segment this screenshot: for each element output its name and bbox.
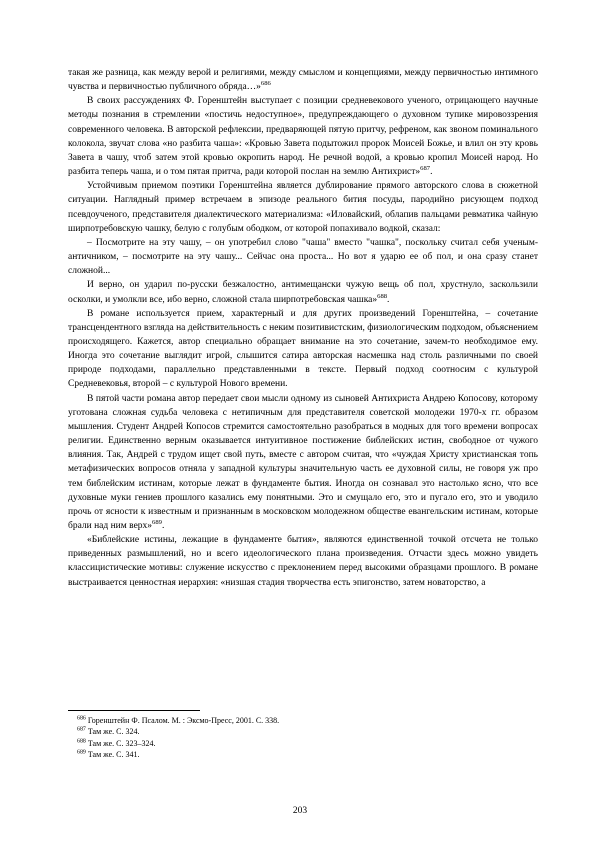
- paragraph: В пятой части романа автор передает свои мысли одному из сыновей Антихриста Андрею Копосову, которому уготована сложная судьба человека с нетипичным для представителя советской молодежи 1970-х гг. образом мышления. Студент Андрей Копосов стремится самостоятельно разобраться в модных для того времени вопросах религии. Единственно верным оказывается интуитивное постижение библейских истин, свободное от чужого влияния. Так, Андрей с трудом ищет свой путь, вместе с автором считая, что «чуждая Христу христианская топь метафизических вопросов отняла у западной культуры значительную часть ее духовной силы, не говоря уж про тем библейским истинам, которые лежат в фундаменте бытия. Иногда он сознавал это настолько ясно, что все духовные муки гениев прошлого казались ему понятными. Это и смущало его, это и пугало его, это и уводило прочь от ясности к известным и признанным в московском молодежном обществе евангельским истинам, которые брали над ним верх»$^{689}$.: [68, 393, 538, 531]
- paragraph: И верно, он ударил по-русски безжалостно, антимещански чужую вещь об пол, хрустнуло, заскользили осколки, и умолкли все, ибо верно, сложной стала ширпотребовская чашка»$^{688}$.: [68, 280, 538, 305]
- footnote-item: $^{687}$ Там же. С. 324.: [77, 726, 140, 737]
- paragraph: – Посмотрите на эту чашу, – он употребил слово "чаша" вместо "чашка", поскольку считал себя ученым-античником, – посмотрите на эту чашу... Сейчас она проста... Но вот я ударю ее об пол, и она сразу станет сложной...: [68, 237, 538, 277]
- footnote-reference[interactable]: 686: [260, 80, 271, 87]
- footnotes-block: [68, 710, 538, 761]
- footnote-marker: 688: [77, 738, 86, 745]
- footnote-list: [68, 715, 538, 761]
- footnote-reference[interactable]: 688: [377, 292, 388, 300]
- paragraph: Устойчивым приемом поэтики Горенштейна является дублирование прямого авторского слова в сюжетной ситуации. Наглядный пример встречаем в эпизоде реального бития посуды, пародийно рисующем подход псевдоученого, представителя диалектического материализма: «Иловайский, облапив пальцами ревматика чайную ширпотребовскую чашку, белую с голубым ободком, от которой попахивало водкой, сказал:: [68, 181, 538, 234]
- footnote-marker: 689: [77, 749, 86, 756]
- paragraph: В романе используется прием, характерный и для других произведений Горенштейна, – сочетание трансцендентного взгляда на действительность с неким позитивистским, физиологическим подходом, объяснением происходящего. Кажется, автор специально обращает внимание на это сочетание, зачем-то необходимое ему. Иногда это сочетание выглядит игрой, слышится сатира авторская насмешка над столь различными по своей природе подходами, параллельно представленными в тексте. Первый подход соотносим с культурой Средневековья, второй – с культурой Нового времени.: [68, 308, 538, 390]
- footnote-marker: 686: [77, 714, 86, 721]
- footnote-reference[interactable]: 689: [152, 518, 162, 526]
- page-number: 203: [292, 806, 308, 816]
- paragraph: В своих рассуждениях Ф. Горенштейн выступает с позиции средневекового ученого, отрицающего научные методы познания в стремлении «постичь недоступное», предупреждающего о духовном тупике мировоззрения современного человека. В авторской рефлексии, предваряющей пятую притчу, рефреном, как звоном поминального колокола, звучат слова «но разбита чаша»: «Кровью Завета подытожил пророк Моисей Божье, и влил он эту кровь Завета в чашу, чтоб затем этой кровью окропить народ. Не речной водой, а кровью кропил Моисей народ. Но разбита теперь чаша, и о том пятая притча, ради которой послан на землю Антихрист»$^{687}$.: [68, 96, 538, 178]
- footnote-reference[interactable]: 687: [420, 164, 431, 172]
- footnote-item: $^{689}$ Там же. С. 341.: [77, 749, 140, 760]
- footnote-marker: 687: [77, 726, 86, 733]
- footnote-separator-rule: [68, 710, 200, 711]
- paragraph: такая же разница, как между верой и религиями, между смыслом и концепциями, между первичностью интимного чувства и первичностью публичного обряда…»$^{686}$: [68, 68, 538, 93]
- paragraph: «Библейские истины, лежащие в фундаменте бытия», являются единственной точкой отсчета не только приведенных размышлений, но и всего идеологического плана произведения. Отчасти здесь можно увидеть классицистические мотивы: служение искусство с преклонением перед высокими образцами прошлого. В романе выстраивается ценностная иерархия: «низшая стадия творчества есть эпигонство, затем новаторство, а: [68, 535, 538, 588]
- footnote-item: $^{686}$ Горенштейн Ф. Псалом. М. : Эксмо-Пресс, 2001. С. 338.: [77, 714, 280, 725]
- body-text: [68, 66, 538, 590]
- footnote-item: $^{688}$ Там же. С. 323–324.: [77, 738, 156, 748]
